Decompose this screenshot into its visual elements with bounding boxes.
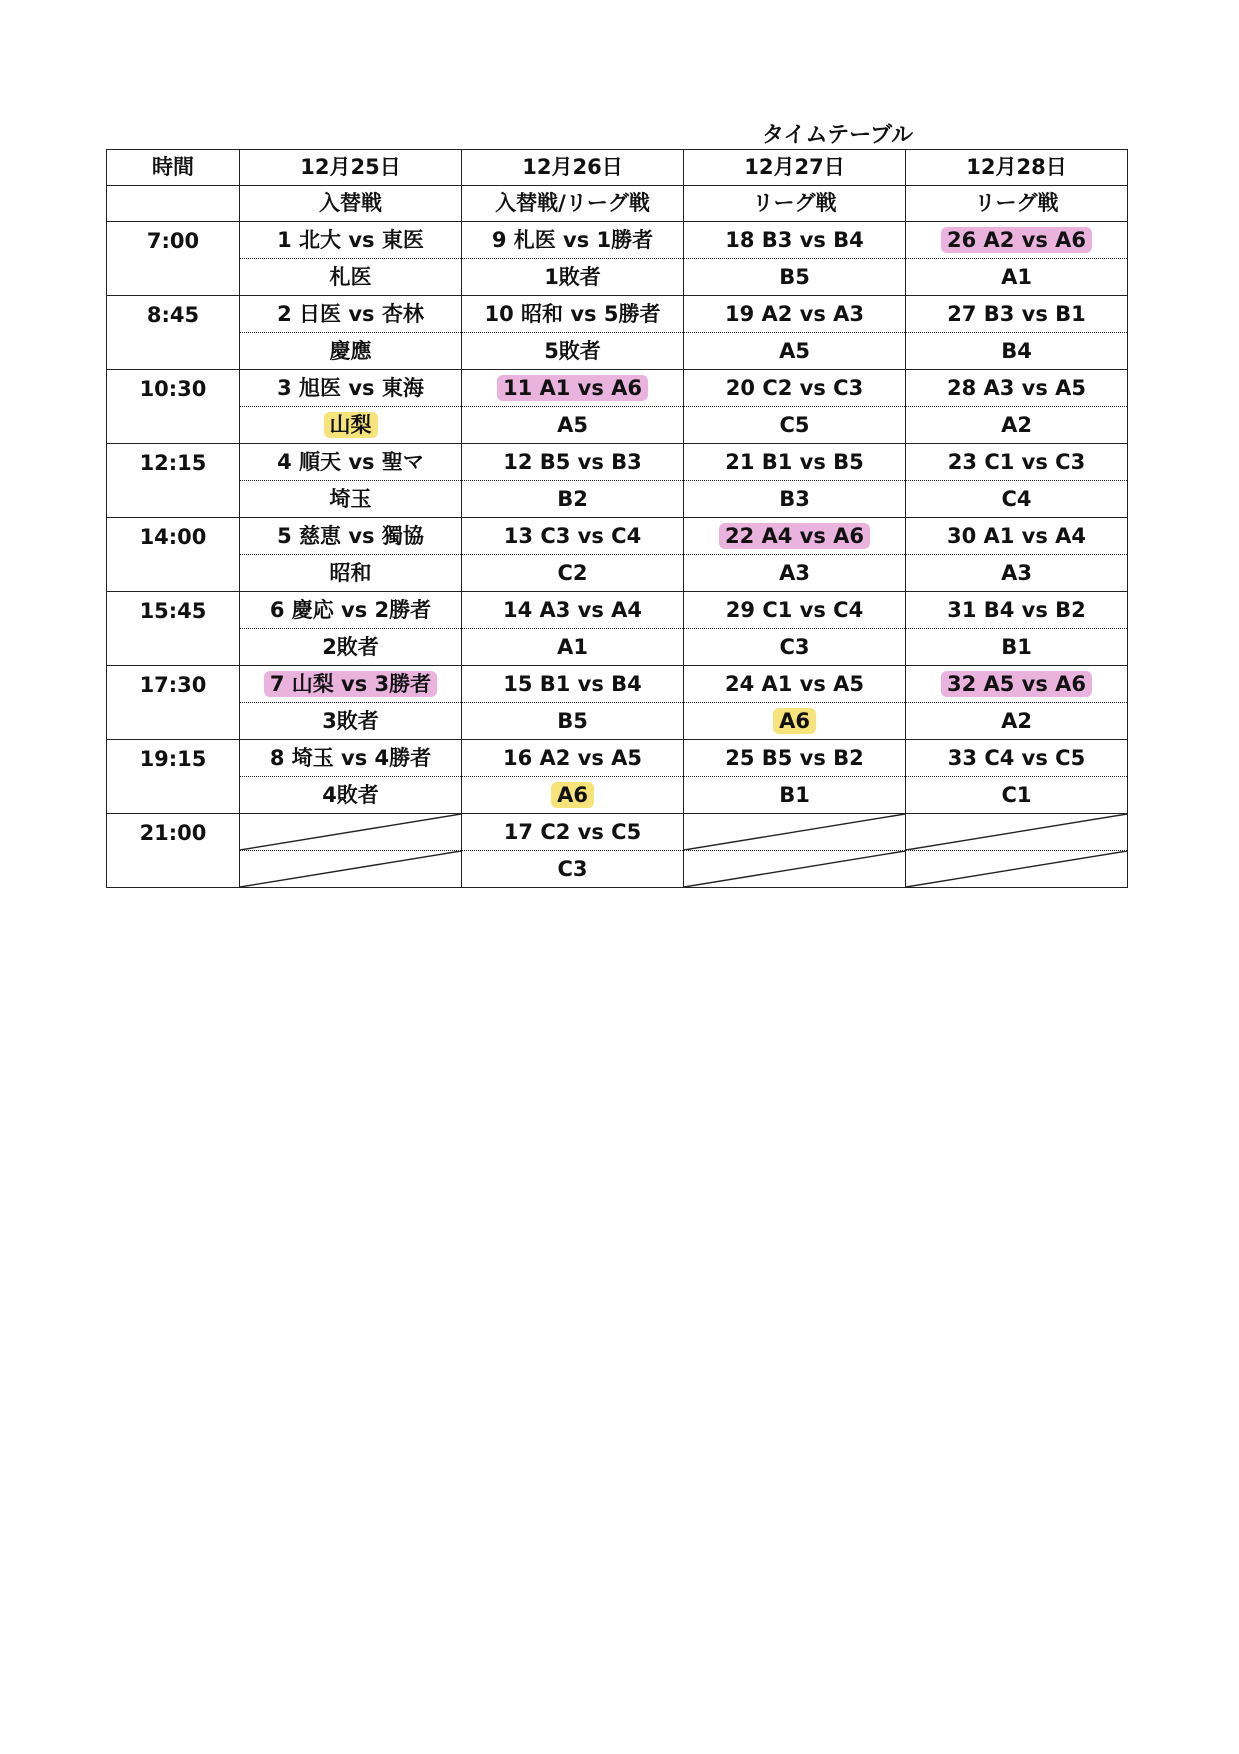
referee-slot [684,407,905,443]
match-cell [906,444,1128,518]
match-slot [240,370,461,407]
time-slot-row [107,296,1128,370]
referee-slot [684,481,905,517]
time-slot-label: 14:00 [107,518,240,592]
match-type-header: 入替戦 [240,186,462,222]
match-slot [684,814,905,851]
match-slot [462,592,683,629]
match-cell [240,222,462,296]
match-label: 11 A1 vs A6 [497,375,648,401]
match-label: 10 昭和 vs 5勝者 [484,302,661,326]
match-type-row [107,186,1128,222]
match-type-header: リーグ戦 [684,186,906,222]
referee-label: 山梨 [324,412,378,438]
match-slot [462,370,683,407]
slash-line [906,851,1127,887]
referee-slot [240,407,461,443]
match-label: 9 札医 vs 1勝者 [491,228,654,252]
match-label: 12 B5 vs B3 [503,450,642,474]
slash-line [684,851,905,887]
referee-slot [462,259,683,295]
date-header: 12月28日 [906,150,1128,186]
referee-slot [684,555,905,591]
referee-slot [462,703,683,739]
time-slot-label: 12:15 [107,444,240,518]
match-slot [240,444,461,481]
match-label: 8 埼玉 vs 4勝者 [269,746,432,770]
match-slot [684,592,905,629]
match-slot [462,666,683,703]
referee-label: C2 [557,561,588,585]
referee-label: C5 [779,413,810,437]
time-slot-label: 10:30 [107,370,240,444]
slash-line [906,814,1127,850]
referee-slot [906,407,1127,443]
time-slot-row [107,444,1128,518]
match-slot [462,740,683,777]
match-label: 33 C4 vs C5 [947,746,1086,770]
referee-slot [906,555,1127,591]
match-slot [906,370,1127,407]
match-slot [684,444,905,481]
match-cell [462,666,684,740]
referee-slot [240,481,461,517]
match-cell [462,814,684,888]
referee-label: A5 [557,413,588,437]
match-label: 29 C1 vs C4 [725,598,864,622]
match-label: 17 C2 vs C5 [503,820,642,844]
referee-label: 埼玉 [329,487,372,511]
time-slot-row [107,740,1128,814]
match-label: 32 A5 vs A6 [941,671,1092,697]
referee-slot [462,407,683,443]
referee-label: A2 [1001,709,1032,733]
match-slot [462,222,683,259]
slash-line [240,814,461,850]
referee-label: B1 [779,783,810,807]
match-cell [684,814,906,888]
referee-slot [240,629,461,665]
match-cell [462,370,684,444]
match-cell [684,592,906,666]
match-label: 15 B1 vs B4 [503,672,642,696]
referee-label: A1 [1001,265,1032,289]
referee-slot [906,777,1127,813]
match-slot [684,222,905,259]
time-slot-row [107,518,1128,592]
match-cell [462,444,684,518]
page-title: タイムテーブル [762,123,914,148]
match-label: 5 慈恵 vs 獨協 [277,524,424,548]
referee-slot [906,629,1127,665]
match-cell [462,296,684,370]
referee-label: C3 [557,857,588,881]
match-label: 26 A2 vs A6 [941,227,1092,253]
match-cell [462,740,684,814]
match-slot [462,814,683,851]
match-slot [906,222,1127,259]
referee-label: C1 [1001,783,1032,807]
match-cell [462,518,684,592]
referee-slot [462,777,683,813]
referee-slot [906,333,1127,369]
referee-label: A3 [1001,561,1032,585]
match-label: 1 北大 vs 東医 [277,228,424,252]
match-cell [906,296,1128,370]
referee-label: 昭和 [329,561,372,585]
referee-label: 4敗者 [322,783,379,807]
referee-slot [684,703,905,739]
referee-label: 2敗者 [322,635,379,659]
referee-slot [462,333,683,369]
time-slot-row [107,592,1128,666]
referee-label: A6 [551,782,594,808]
referee-slot [906,703,1127,739]
match-label: 21 B1 vs B5 [725,450,864,474]
referee-slot [462,481,683,517]
referee-slot [906,259,1127,295]
match-label: 31 B4 vs B2 [947,598,1086,622]
match-slot [684,370,905,407]
match-cell [240,592,462,666]
referee-label: A1 [557,635,588,659]
empty-header-cell [107,186,240,222]
match-label: 27 B3 vs B1 [947,302,1086,326]
time-slot-label: 17:30 [107,666,240,740]
referee-slot [684,629,905,665]
match-cell [684,444,906,518]
match-slot [684,740,905,777]
referee-label: A5 [779,339,810,363]
match-slot [906,666,1127,703]
match-cell [240,814,462,888]
match-cell [906,814,1128,888]
match-slot [462,444,683,481]
match-label: 23 C1 vs C3 [947,450,1086,474]
match-label: 20 C2 vs C3 [725,376,864,400]
match-label: 24 A1 vs A5 [724,672,865,696]
match-cell [240,370,462,444]
match-slot [906,592,1127,629]
referee-label: B1 [1001,635,1032,659]
referee-slot [240,333,461,369]
match-slot [906,444,1127,481]
match-slot [906,740,1127,777]
referee-label: B5 [557,709,588,733]
match-label: 22 A4 vs A6 [719,523,870,549]
match-label: 6 慶応 vs 2勝者 [269,598,432,622]
date-header: 12月27日 [684,150,906,186]
match-slot [240,592,461,629]
match-label: 13 C3 vs C4 [503,524,642,548]
referee-slot [684,777,905,813]
slash-line [240,851,461,887]
referee-slot [906,851,1127,887]
match-label: 19 A2 vs A3 [724,302,865,326]
timetable-body [107,150,1128,888]
match-cell [906,222,1128,296]
match-cell [462,592,684,666]
referee-label: C4 [1001,487,1032,511]
match-slot [240,740,461,777]
referee-label: 3敗者 [322,709,379,733]
referee-label: B4 [1001,339,1032,363]
time-slot-row [107,814,1128,888]
match-slot [240,296,461,333]
referee-slot [240,703,461,739]
match-cell [906,740,1128,814]
referee-label: A3 [779,561,810,585]
time-slot-label: 19:15 [107,740,240,814]
referee-slot [240,259,461,295]
time-slot-row [107,222,1128,296]
match-cell [906,370,1128,444]
match-cell [906,666,1128,740]
referee-label: 慶應 [329,339,372,363]
referee-label: 1敗者 [544,265,601,289]
match-cell [240,296,462,370]
time-slot-label: 7:00 [107,222,240,296]
match-slot [462,518,683,555]
match-label: 7 山梨 vs 3勝者 [264,671,437,697]
time-slot-row [107,370,1128,444]
time-slot-label: 15:45 [107,592,240,666]
match-label: 16 A2 vs A5 [502,746,643,770]
match-slot [906,518,1127,555]
referee-slot [684,333,905,369]
match-label: 2 日医 vs 杏林 [277,302,424,326]
referee-label: B5 [779,265,810,289]
match-slot [240,666,461,703]
referee-slot [240,777,461,813]
time-column-header: 時間 [107,150,240,186]
time-slot-label: 8:45 [107,296,240,370]
match-label: 18 B3 vs B4 [725,228,864,252]
match-label: 3 旭医 vs 東海 [277,376,424,400]
match-slot [240,222,461,259]
referee-slot [462,851,683,887]
match-cell [906,518,1128,592]
match-cell [684,370,906,444]
match-type-header: リーグ戦 [906,186,1128,222]
referee-slot [462,555,683,591]
timetable [106,149,1128,888]
match-cell [906,592,1128,666]
match-cell [462,222,684,296]
referee-slot [462,629,683,665]
referee-label: 札医 [329,265,372,289]
referee-slot [684,259,905,295]
match-type-header: 入替戦/リーグ戦 [462,186,684,222]
match-slot [906,296,1127,333]
referee-label: A6 [773,708,816,734]
date-header: 12月25日 [240,150,462,186]
match-cell [240,518,462,592]
match-slot [684,296,905,333]
match-label: 14 A3 vs A4 [502,598,643,622]
match-cell [240,444,462,518]
date-header-row [107,150,1128,186]
referee-label: A2 [1001,413,1032,437]
match-slot [906,814,1127,851]
referee-label: 5敗者 [544,339,601,363]
match-cell [684,666,906,740]
match-cell [684,222,906,296]
date-header: 12月26日 [462,150,684,186]
match-cell [684,518,906,592]
referee-label: C3 [779,635,810,659]
slash-line [684,814,905,850]
referee-label: B2 [557,487,588,511]
match-slot [240,814,461,851]
match-slot [462,296,683,333]
match-cell [240,740,462,814]
match-cell [684,740,906,814]
referee-slot [240,555,461,591]
match-slot [684,666,905,703]
referee-label: B3 [779,487,810,511]
match-slot [684,518,905,555]
match-label: 25 B5 vs B2 [725,746,864,770]
match-cell [240,666,462,740]
referee-slot [906,481,1127,517]
match-label: 30 A1 vs A4 [946,524,1087,548]
referee-slot [240,851,461,887]
referee-slot [684,851,905,887]
time-slot-row [107,666,1128,740]
match-label: 4 順天 vs 聖マ [277,450,424,474]
match-label: 28 A3 vs A5 [946,376,1087,400]
match-slot [240,518,461,555]
match-cell [684,296,906,370]
time-slot-label: 21:00 [107,814,240,888]
